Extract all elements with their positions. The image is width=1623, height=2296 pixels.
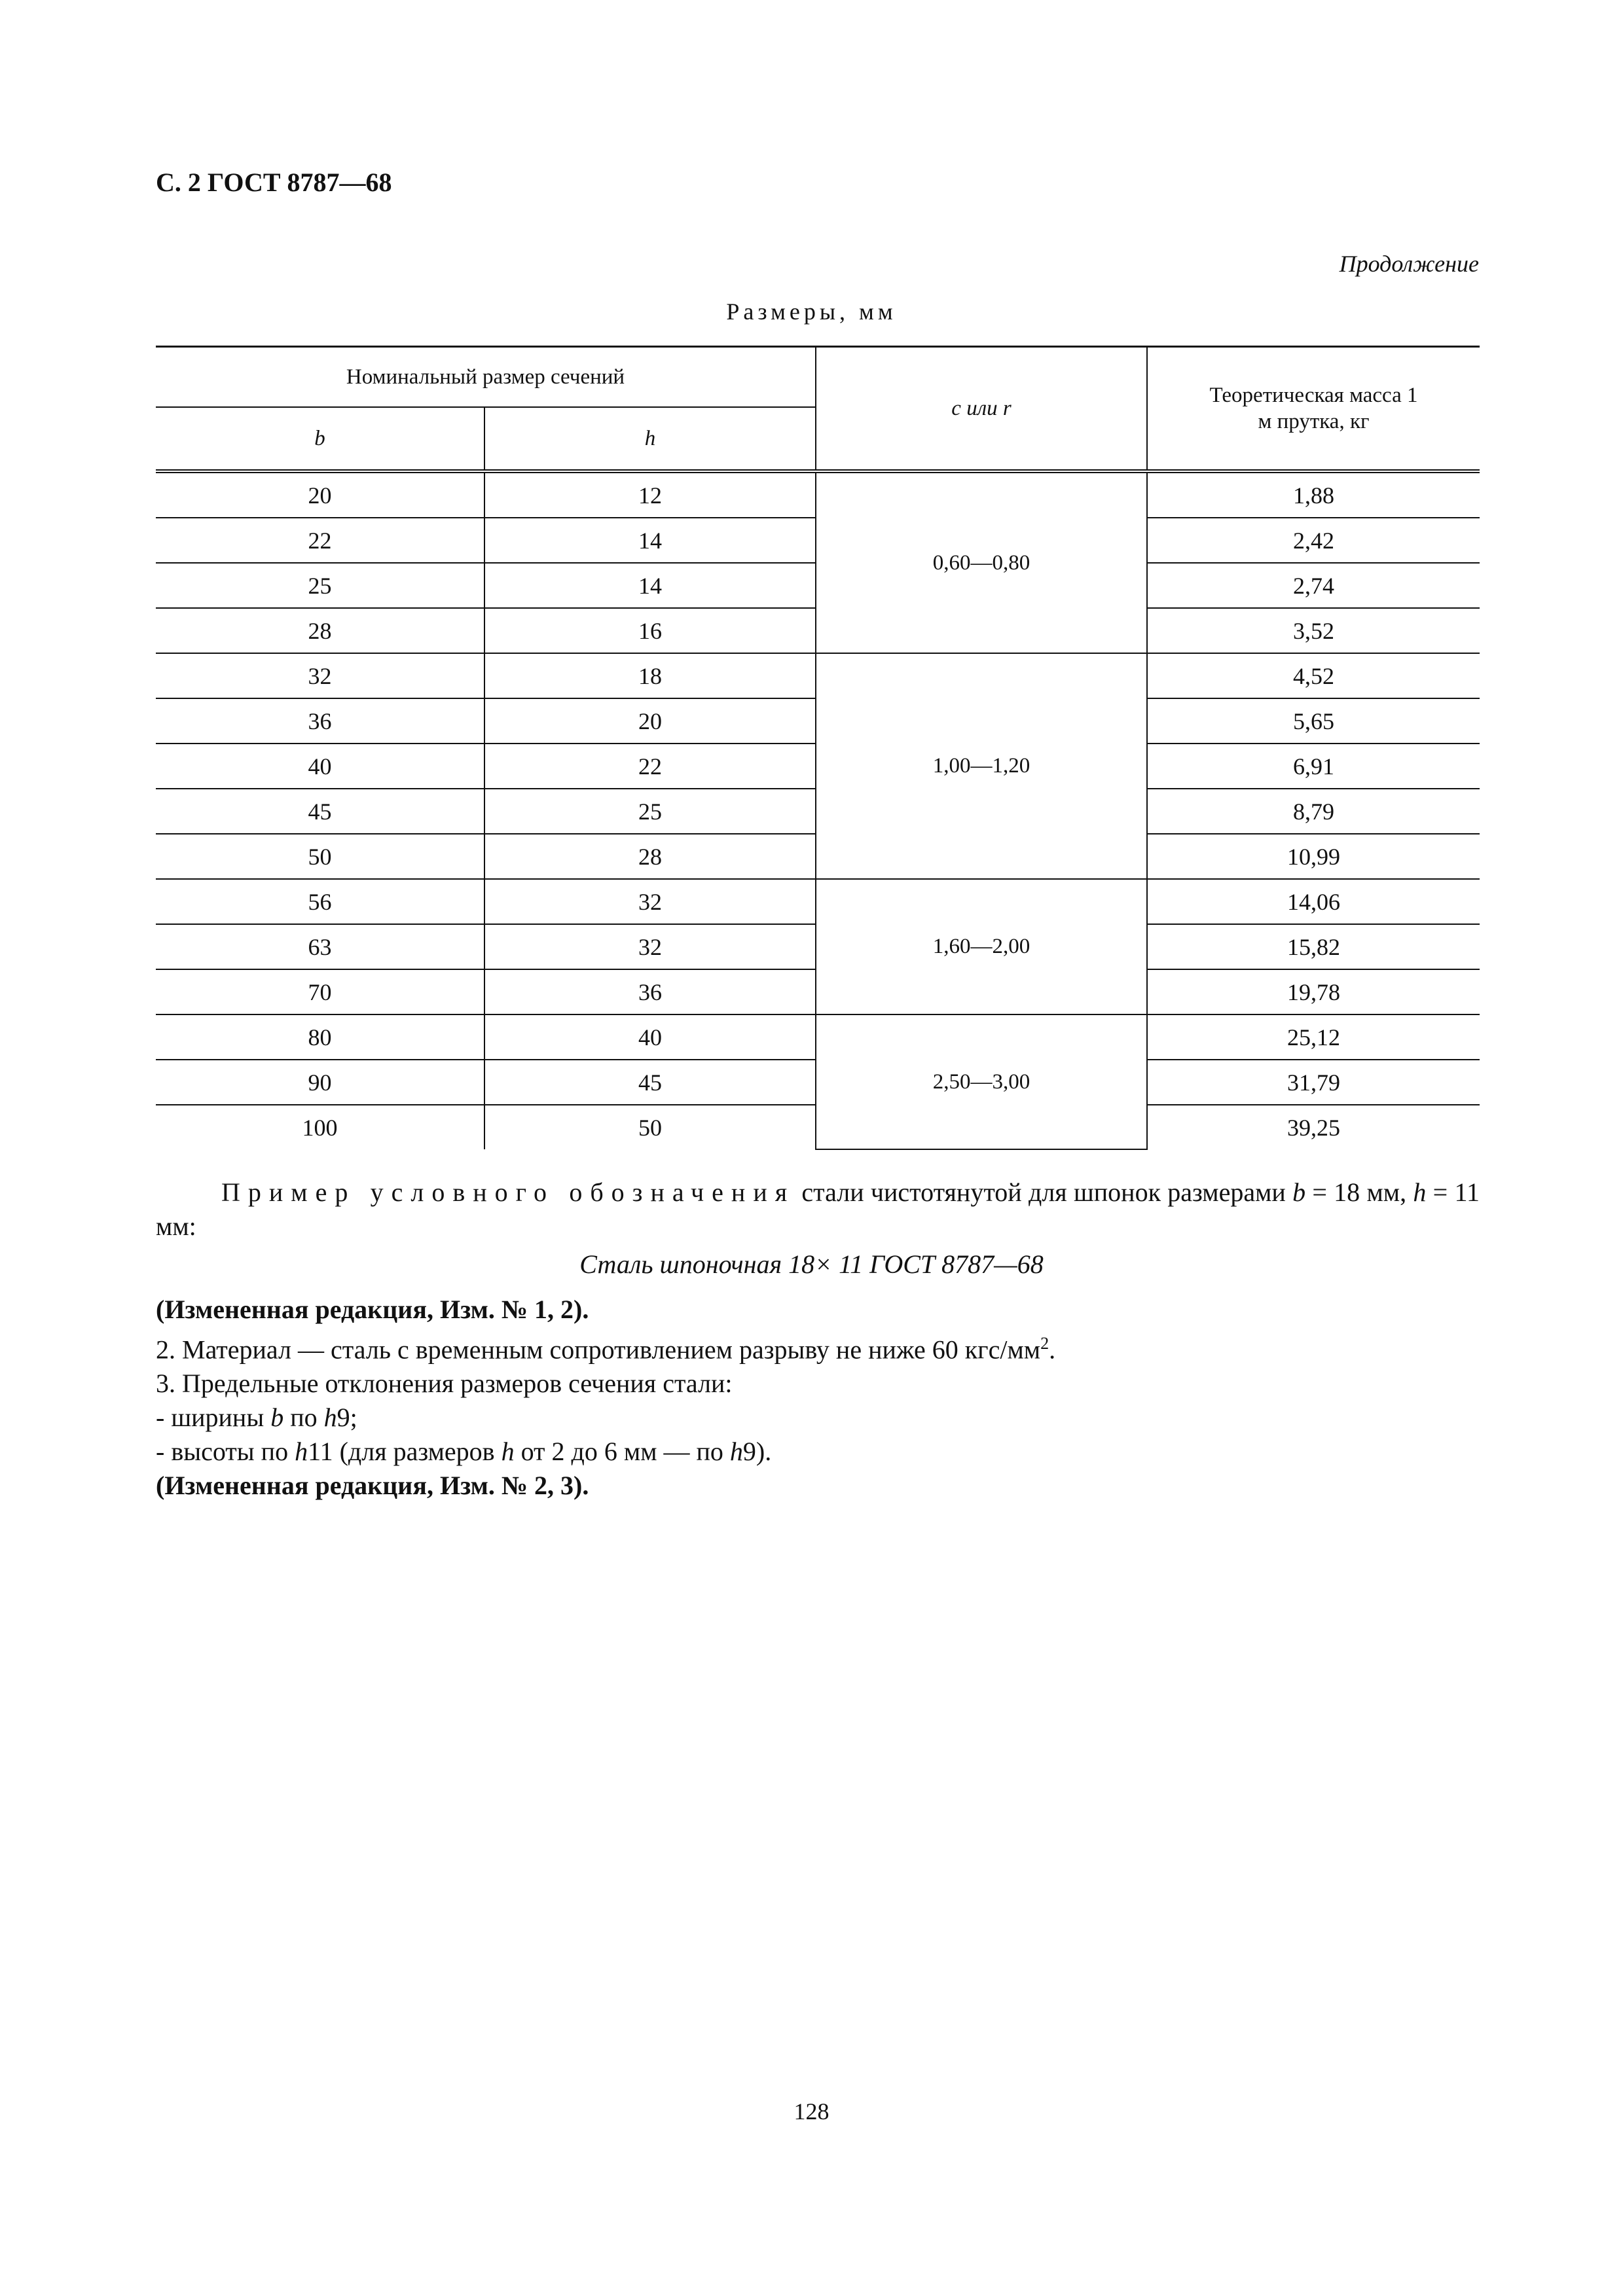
width-tolerance: - ширины b по h9;: [156, 1403, 357, 1433]
cell-h: 12: [484, 471, 816, 518]
page-header: С. 2 ГОСТ 8787—68: [156, 168, 392, 197]
cell-b: 56: [156, 879, 484, 924]
example-h: h: [1413, 1177, 1427, 1207]
cell-h: 20: [484, 698, 816, 744]
cell-b: 90: [156, 1060, 484, 1105]
cell-b: 50: [156, 834, 484, 879]
cell-mass: 1,88: [1147, 471, 1480, 518]
material-note: 2. Материал — сталь с временным сопротивлением разрыву не ниже 60 кгс/$мм^2$.: [156, 1334, 1056, 1365]
example-b: b: [1292, 1177, 1306, 1207]
cell-b: 70: [156, 969, 484, 1014]
edit-note-1: (Измененная редакция, Изм. № 1, 2).: [156, 1295, 589, 1324]
cell-mass: 31,79: [1147, 1060, 1480, 1105]
cell-mass: 19,78: [1147, 969, 1480, 1014]
table-row: [156, 879, 1480, 924]
mass-header: Теоретическая масса 1 м прутка, кг: [1147, 347, 1480, 472]
cell-h: 28: [484, 834, 816, 879]
cell-mass: 2,42: [1147, 518, 1480, 563]
cell-h: 14: [484, 518, 816, 563]
cell-mass: 25,12: [1147, 1014, 1480, 1060]
example-text-2: = 18 мм,: [1305, 1177, 1413, 1207]
cell-h: 50: [484, 1105, 816, 1149]
cell-mass: 10,99: [1147, 834, 1480, 879]
cell-h: 16: [484, 608, 816, 653]
cell-h: 14: [484, 563, 816, 608]
cell-b: 32: [156, 653, 484, 698]
height-tolerance: - высоты по h11 (для размеров h от 2 до 6 мм — по h9).: [156, 1437, 772, 1467]
c-or-r-header: c или r: [816, 347, 1147, 472]
page-number: 128: [793, 2098, 830, 2125]
cell-b: 20: [156, 471, 484, 518]
table-row: [156, 471, 1480, 518]
edit-note-2: (Измененная редакция, Изм. № 2, 3).: [156, 1471, 589, 1501]
cell-b: 80: [156, 1014, 484, 1060]
cell-mass: 3,52: [1147, 608, 1480, 653]
cell-mass: 39,25: [1147, 1105, 1480, 1149]
cell-b: 22: [156, 518, 484, 563]
example-text-1: стали чистотянутой для шпонок размерами: [795, 1177, 1293, 1207]
cell-mass: 14,06: [1147, 879, 1480, 924]
example-lead: Пример условного обозначения: [221, 1177, 795, 1207]
cell-h: 40: [484, 1014, 816, 1060]
cell-h: 32: [484, 924, 816, 969]
cell-b: 63: [156, 924, 484, 969]
cell-c-or-r: 1,00—1,20: [816, 653, 1147, 879]
cell-h: 18: [484, 653, 816, 698]
cell-c-or-r: 2,50—3,00: [816, 1014, 1147, 1149]
example-text-3: = 11 мм:: [156, 1177, 1480, 1241]
cell-h: 32: [484, 879, 816, 924]
nominal-size-header: Номинальный размер сечений: [156, 347, 816, 408]
notes: [156, 1293, 1480, 1503]
cell-b: 36: [156, 698, 484, 744]
cell-mass: 2,74: [1147, 563, 1480, 608]
cell-h: 45: [484, 1060, 816, 1105]
cell-b: 100: [302, 1114, 338, 1141]
units-caption: Размеры, мм: [726, 298, 897, 325]
b-header: b: [156, 407, 484, 471]
cell-mass: 15,82: [1147, 924, 1480, 969]
cell-b: 40: [156, 744, 484, 789]
table-row: [156, 653, 1480, 698]
continuation-label: Продолжение: [1339, 251, 1479, 277]
cell-c-or-r: 0,60—0,80: [816, 471, 1147, 653]
h-header: h: [484, 407, 816, 471]
cell-h: 22: [484, 744, 816, 789]
cell-c-or-r: 1,60—2,00: [816, 879, 1147, 1014]
dimensions-table: [156, 346, 1480, 1150]
cell-h: 36: [484, 969, 816, 1014]
cell-b: 28: [156, 608, 484, 653]
cell-b: 45: [156, 789, 484, 834]
cell-mass: 4,52: [1147, 653, 1480, 698]
table-row: [156, 1014, 1480, 1060]
tolerance-note: 3. Предельные отклонения размеров сечения стали:: [156, 1369, 733, 1399]
designation-example: [156, 1175, 1480, 1244]
cell-mass: 5,65: [1147, 698, 1480, 744]
cell-mass: 6,91: [1147, 744, 1480, 789]
cell-mass: 8,79: [1147, 789, 1480, 834]
designation-formula: Сталь шпоночная 18× 11 ГОСТ 8787—68: [579, 1249, 1044, 1279]
cell-h: 25: [484, 789, 816, 834]
table-body: [156, 471, 1480, 1149]
cell-b: 25: [156, 563, 484, 608]
